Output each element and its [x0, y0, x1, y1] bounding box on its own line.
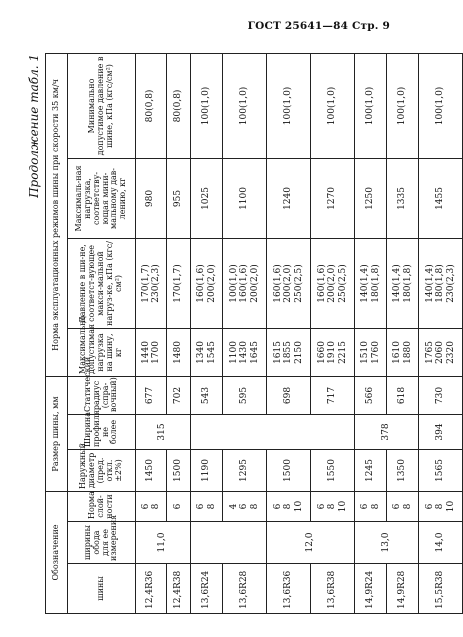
cell-ply-line: 10 — [337, 500, 348, 513]
cell-load-line: 2320 — [445, 341, 456, 364]
cell-load_min: 1455 — [419, 158, 463, 238]
cell-load_min: 980 — [136, 158, 167, 238]
cell-ply-line: 6 — [425, 503, 436, 510]
cell-ply-line: 8 — [206, 503, 217, 510]
cell-load-line: 1100 — [229, 341, 240, 364]
cell-pressure — [267, 238, 311, 328]
header-load-at-min-pressure: Максималь-ная нагрузка, соответству-ющая мини-мальному дав-лению, кг — [68, 158, 136, 238]
cell-pressure — [311, 238, 355, 328]
cell-load-line: 1430 — [239, 341, 250, 364]
cell-ply — [136, 492, 167, 522]
cell-pressure-line: 170(1,7) — [173, 264, 184, 303]
cell-ply-line: 8 — [435, 503, 446, 510]
cell-load-line: 2150 — [293, 341, 304, 364]
cell-diam: 1350 — [387, 450, 419, 492]
cell-load_min: 955 — [167, 158, 191, 238]
cell-tire: 12,4R38 — [167, 564, 191, 614]
cell-ply-line: 8 — [327, 503, 338, 510]
cell-pressure-line: 250(2,5) — [293, 264, 304, 303]
cell-ply-line: 6 — [140, 503, 151, 510]
cell-ply — [387, 492, 419, 522]
header-tire: шины — [68, 564, 136, 614]
cell-pressure — [136, 238, 167, 328]
cell-diam: 1450 — [136, 450, 167, 492]
cell-ply-line: 6 — [196, 503, 207, 510]
cell-diam: 1295 — [223, 450, 267, 492]
cell-ply-line: 10 — [445, 500, 456, 513]
cell-load-line: 1480 — [173, 341, 184, 364]
cell-diam: 1500 — [267, 450, 311, 492]
cell-load-line: 1880 — [402, 341, 413, 364]
cell-load-line: 2060 — [435, 341, 446, 364]
cell-pressure — [387, 238, 419, 328]
cell-diam: 1245 — [355, 450, 387, 492]
cell-ply-line: 10 — [293, 500, 304, 513]
cell-ply-line: 8 — [283, 503, 294, 510]
cell-pressure-line: 140(1,4) — [392, 264, 403, 303]
table-continuation-title: Продолжение табл. 1 — [27, 54, 41, 198]
cell-load-line: 1645 — [249, 341, 260, 364]
cell-ply — [167, 492, 191, 522]
cell-pressure-line: 180(1,8) — [402, 264, 413, 303]
cell-ply — [355, 492, 387, 522]
cell-radius: 730 — [419, 376, 463, 414]
cell-load-line: 1340 — [196, 341, 207, 364]
cell-min_p: 100(1,0) — [267, 53, 311, 158]
cell-load-line: 1615 — [273, 341, 284, 364]
header-min-pressure: Минимально допустимое давление в шине, кПа (кгс/см²) — [68, 53, 136, 158]
cell-pressure-line: 250(2,5) — [337, 264, 348, 303]
cell-radius: 543 — [191, 376, 223, 414]
cell-ply-line: 8 — [370, 503, 381, 510]
header-designation: Обозначение — [46, 492, 68, 614]
cell-load_min: 1335 — [387, 158, 419, 238]
cell-diam: 1190 — [191, 450, 223, 492]
header-pressure-max: Давление в ши-не, соответст-вующее макси-мальной нагруз-ке, кПа (кгс/см²) — [68, 238, 136, 328]
cell-min_p: 100(1,0) — [355, 53, 387, 158]
cell-ply-line: 6 — [173, 503, 184, 510]
cell-rim: 14,0 — [419, 522, 463, 564]
cell-pressure-line: 160(1,6) — [273, 264, 284, 303]
cell-radius: 566 — [355, 376, 387, 414]
cell-radius: 618 — [387, 376, 419, 414]
cell-tire: 14,9R24 — [355, 564, 387, 614]
cell-ply — [267, 492, 311, 522]
cell-pressure-line: 200(2,0) — [249, 264, 260, 303]
cell-radius: 702 — [167, 376, 191, 414]
cell-diam: 1550 — [311, 450, 355, 492]
cell-tire: 13,6R36 — [267, 564, 311, 614]
cell-tire: 13,6R24 — [191, 564, 223, 614]
cell-load-line: 1545 — [206, 341, 217, 364]
header-operating-norms: Норма эксплуатационных режимов шины при скорости 35 км/ч — [46, 53, 68, 376]
cell-rim: 13,0 — [355, 522, 419, 564]
cell-load — [355, 328, 387, 376]
cell-load — [311, 328, 355, 376]
cell-load-line: 1910 — [327, 341, 338, 364]
table-row — [191, 53, 223, 613]
cell-tire: 14,9R28 — [387, 564, 419, 614]
cell-pressure-line: 180(1,8) — [370, 264, 381, 303]
cell-load — [419, 328, 463, 376]
cell-pressure-line: 200(2,0) — [206, 264, 217, 303]
cell-load-line: 2215 — [337, 341, 348, 364]
cell-ply-line: 6 — [360, 503, 371, 510]
cell-ply — [191, 492, 223, 522]
cell-pressure-line: 140(1,4) — [360, 264, 371, 303]
header-profile-width: Ширина профиля, не более — [68, 415, 136, 450]
cell-pressure-line: 170(1,7) — [140, 264, 151, 303]
header-rim-width: ширины обода для ее измерения — [68, 522, 136, 564]
cell-ply — [419, 492, 463, 522]
cell-width: 378 — [355, 415, 419, 450]
cell-load_min: 1100 — [223, 158, 267, 238]
cell-pressure-line: 230(2,3) — [151, 264, 161, 303]
cell-tire: 15,5R38 — [419, 564, 463, 614]
table-row — [267, 53, 311, 613]
cell-pressure — [355, 238, 387, 328]
cell-radius: 698 — [267, 376, 311, 414]
cell-radius: 717 — [311, 376, 355, 414]
table-row — [136, 53, 167, 613]
cell-pressure-line: 160(1,6) — [196, 264, 207, 303]
cell-pressure-line: 100(1,0) — [229, 264, 240, 303]
cell-load-line: 1660 — [317, 341, 328, 364]
cell-min_p: 100(1,0) — [191, 53, 223, 158]
cell-load-line: 1855 — [283, 341, 294, 364]
cell-ply-line: 6 — [392, 503, 403, 510]
cell-radius: 677 — [136, 376, 167, 414]
cell-min_p: 100(1,0) — [223, 53, 267, 158]
cell-radius: 595 — [223, 376, 267, 414]
cell-ply — [311, 492, 355, 522]
cell-load-line: 1760 — [370, 341, 381, 364]
cell-ply-line: 8 — [249, 503, 260, 510]
cell-ply-line: 4 — [229, 503, 240, 510]
cell-pressure-line: 180(1,8) — [435, 264, 446, 303]
header-max-load: Максимально допустимая нагрузка на шину, кг — [68, 328, 136, 376]
header-tire-size: Размер шины, мм — [46, 376, 68, 491]
cell-pressure-line: 200(2,0) — [327, 264, 338, 303]
cell-tire: 12,4R36 — [136, 564, 167, 614]
cell-load-line: 1765 — [425, 341, 436, 364]
cell-load-line: 1700 — [151, 341, 161, 364]
cell-ply-line: 6 — [239, 503, 250, 510]
header-outer-diameter: Наружный диаметр (пред. откл. ±2%) — [68, 450, 136, 492]
cell-load-line: 1610 — [392, 341, 403, 364]
cell-pressure — [191, 238, 223, 328]
cell-load-line: 1510 — [360, 341, 371, 364]
cell-ply-line: 8 — [402, 503, 413, 510]
cell-min_p: 80(0,8) — [167, 53, 191, 158]
cell-ply-line: 8 — [151, 503, 161, 510]
cell-rim — [191, 522, 267, 564]
cell-ply-line: 6 — [317, 503, 328, 510]
cell-diam: 1565 — [419, 450, 463, 492]
cell-pressure — [419, 238, 463, 328]
header-static-radius: Статический радиус (спра-вочный) — [68, 376, 136, 414]
cell-ply-line: 6 — [273, 503, 284, 510]
cell-pressure-line: 160(1,6) — [317, 264, 328, 303]
table-row — [355, 53, 387, 613]
cell-load — [167, 328, 191, 376]
cell-load — [223, 328, 267, 376]
cell-min_p: 100(1,0) — [387, 53, 419, 158]
cell-load_min: 1270 — [311, 158, 355, 238]
page-header: ГОСТ 25641—84 Стр. 9 — [247, 20, 390, 32]
cell-tire: 13,6R28 — [223, 564, 267, 614]
cell-min_p: 100(1,0) — [311, 53, 355, 158]
cell-load_min: 1240 — [267, 158, 311, 238]
cell-load_min: 1250 — [355, 158, 387, 238]
cell-load — [267, 328, 311, 376]
cell-diam: 1500 — [167, 450, 191, 492]
cell-rim: 12,0 — [267, 522, 355, 564]
cell-ply — [223, 492, 267, 522]
header-ply-rating: Норма слой-ности — [68, 492, 136, 522]
cell-load_min: 1025 — [191, 158, 223, 238]
tire-spec-table — [45, 53, 463, 614]
cell-load — [387, 328, 419, 376]
cell-load — [136, 328, 167, 376]
cell-pressure-line: 200(2,0) — [283, 264, 294, 303]
cell-pressure-line: 140(1,4) — [425, 264, 436, 303]
cell-pressure — [223, 238, 267, 328]
cell-load — [191, 328, 223, 376]
cell-width: 394 — [419, 415, 463, 450]
cell-load-line: 1440 — [140, 341, 151, 364]
cell-pressure — [167, 238, 191, 328]
cell-pressure-line: 230(2,3) — [445, 264, 456, 303]
cell-pressure-line: 160(1,6) — [239, 264, 250, 303]
cell-width: 315 — [136, 415, 191, 450]
rotated-table-area — [22, 54, 456, 614]
cell-tire: 13,6R38 — [311, 564, 355, 614]
cell-min_p: 100(1,0) — [419, 53, 463, 158]
table-row — [419, 53, 463, 613]
cell-min_p: 80(0,8) — [136, 53, 167, 158]
cell-width — [191, 415, 355, 450]
cell-rim: 11,0 — [136, 522, 191, 564]
